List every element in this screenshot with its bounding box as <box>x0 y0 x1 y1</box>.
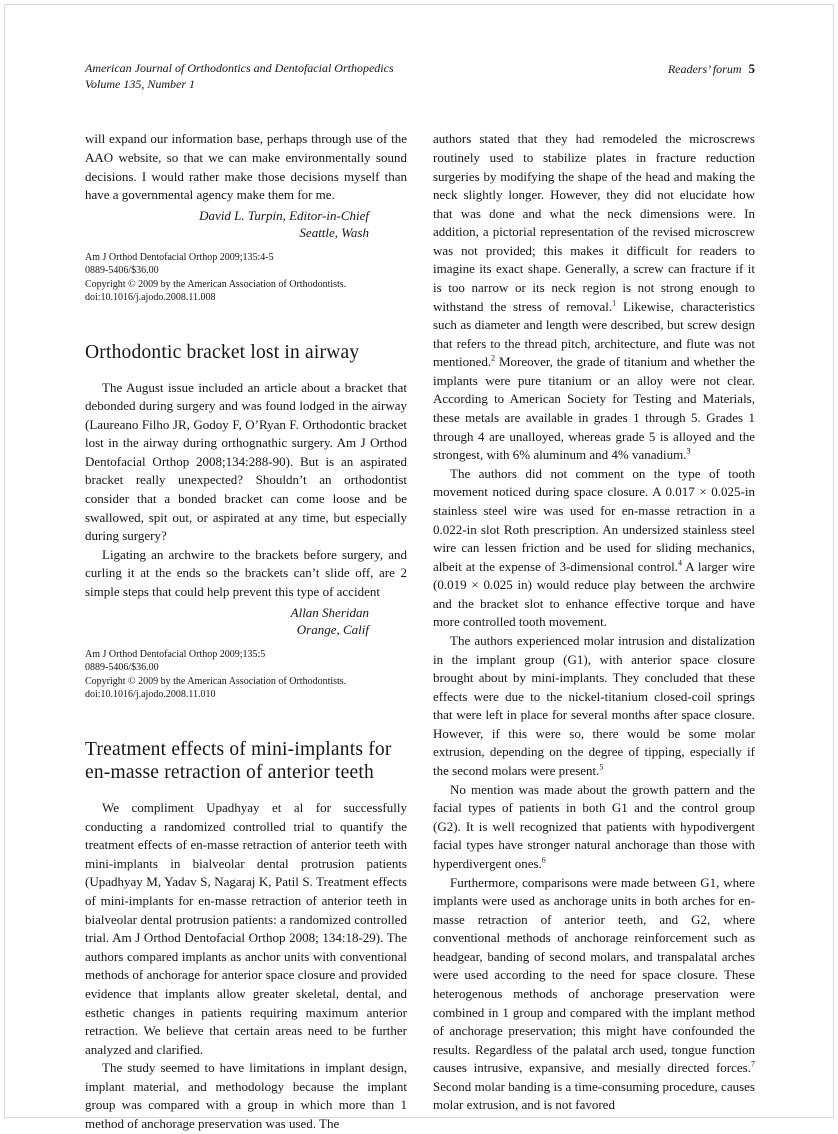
citation-block <box>85 648 407 702</box>
signature-block <box>85 604 407 639</box>
right-column <box>433 130 755 1133</box>
section-title: Readers’ forum <box>667 62 742 76</box>
journal-title: American Journal of Orthodontics and Dentofacial Orthopedics <box>85 61 394 75</box>
reference-superscript: 3 <box>686 446 691 456</box>
journal-volume-issue: Volume 135, Number 1 <box>85 77 195 92</box>
paragraph: The authors did not comment on the type of tooth movement noticed during space closure. A 0.017 × 0.025-in stainless steel wire was used for en-masse retraction in a 0.022-in slot Roth prescription. An undersized stainless steel wire can lessen friction and be used for sliding mechanics, albeit at the expense of 3-dimensional control.$^4$ A larger wire (0.019 × 0.025 in) would reduce play between the archwire and the bracket slot to enhance effective torque and have more controlled tooth movement. <box>433 465 755 630</box>
section-info <box>668 60 755 78</box>
citation-line: 0889-5406/$36.00 <box>85 662 159 674</box>
reference-superscript: 6 <box>541 855 546 865</box>
paragraph: Ligating an archwire to the brackets before surgery, and curling it at the ends so the brackets can’t slide off, are 2 simple steps that could help prevent this type of accident <box>85 546 407 599</box>
paragraph: Furthermore, comparisons were made between G1, where implants were used as anchorage units in both arches for en-masse retraction of anterior teeth, and G2, where conventional methods of anchorage reinforcement such as headgear, banding of second molars, and transpalatal arches were used according to the need for space closure. These heterogenous methods of anchorage preservation were combined in 1 group and compared with the implant method of anchorage preservation; this might have confounded the results. Regardless of the palatal arch used, tongue function causes intrusive, expansive, and mesially directed forces.$^7$ Second molar banding is a time-consuming procedure, causes molar extrusion, and is not favored <box>433 874 755 1113</box>
page-header <box>85 60 755 92</box>
signature-line: David L. Turpin, Editor-in-Chief <box>199 207 369 223</box>
page-content <box>85 130 755 1133</box>
article-heading: Orthodontic bracket lost in airway <box>85 341 360 363</box>
article-heading: Treatment effects of mini-implants for en-masse retraction of anterior teeth <box>85 738 392 784</box>
citation-line: Am J Orthod Dentofacial Orthop 2009;135:5 <box>85 648 266 660</box>
paragraph: The August issue included an article about a bracket that debonded during surgery and was found lodged in the airway (Laureano Filho JR, Godoy F, O’Ryan F. Orthodontic bracket lost in the airway during orthognathic surgery. Am J Orthod Dentofacial Orthop 2008;134:288-90). But is an aspirated bracket really unexpected? Shouldn’t an orthodontist consider that a bonded bracket can come loose and be swallowed, spit out, or aspirated at any time, but especially during surgery? <box>85 379 407 544</box>
paragraph: No mention was made about the growth pattern and the facial types of patients in both G1 and the control group (G2). It is well recognized that patients with hypodivergent facial types have stronger natural anchorage than those with hyperdivergent ones.$^6$ <box>433 781 755 871</box>
citation-line: 0889-5406/$36.00 <box>85 265 159 277</box>
signature-line: Orange, Calif <box>296 622 369 638</box>
citation-line: Copyright © 2009 by the American Association of Orthodontists. <box>85 675 347 687</box>
paragraph: The study seemed to have limitations in implant design, implant material, and methodology because the implant group was compared with a group in which more than 1 method of anchorage preservation was used. The <box>85 1060 407 1131</box>
reference-superscript: 2 <box>491 353 496 363</box>
paragraph: We compliment Upadhyay et al for successfully conducting a randomized controlled trial to quantify the treatment effects of en-masse retraction of anterior teeth with mini-implants in bialveolar dental protrusion patients (Upadhyay M, Yadav S, Nagaraj K, Patil S. Treatment effects of mini-implants for en-masse retraction of anterior teeth in bialveolar dental protrusion patients: a randomized controlled trial. Am J Orthod Dentofacial Orthop 2008; 134:18-29). The authors compared implants as anchor units with conventional methods of anchorage for anterior space closure and provided evidence that implants allow greater skeletal, dental, and esthetic changes in patients requiring maximum anterior retraction. We believe that certain areas need to be further analyzed and clarified. <box>85 800 407 1057</box>
citation-line: Copyright © 2009 by the American Association of Orthodontists. <box>85 278 347 290</box>
page-number: 5 <box>748 61 755 76</box>
reference-superscript: 7 <box>750 1059 755 1069</box>
signature-line: Allan Sheridan <box>290 604 369 620</box>
reference-superscript: 5 <box>599 762 604 772</box>
citation-line: Am J Orthod Dentofacial Orthop 2009;135:4-5 <box>85 251 274 263</box>
paragraph: will expand our information base, perhaps through use of the AAO website, so that we can make environmentally sound decisions. I would rather make those decisions myself than have a governmental agency make them for me. <box>85 131 407 203</box>
paragraph: authors stated that they had remodeled the microscrews routinely used to stabilize plates in fracture reduction surgeries by modifying the shape of the head and making the neck slightly longer. However, they did not elucidate how that was done and what the neck dimensions were. In addition, a pictorial representation of the revised microscrew was not provided; this makes it difficult for readers to imagine its exact shape. Generally, a screw can fracture if it is too narrow or its neck region is not strong enough to withstand the stress of removal.$^1$ Likewise, characteristics such as diameter and length were described, but screw design that refers to the thread pitch, architecture, and flute was not mentioned.$^2$ Moreover, the grade of titanium and whether the implants were pure titanium or an alloy were not clear. According to American Society for Testing and Materials, these metals are available in grades 1 through 5. Grades 1 through 4 are unalloyed, whereas grade 5 is alloyed and the strongest, with 6% aluminum and 4% vanadium.$^3$ <box>433 131 755 463</box>
signature-line: Seattle, Wash <box>299 225 369 241</box>
paragraph: The authors experienced molar intrusion and distalization in the implant group (G1), with anterior space closure brought about by mini-implants. They concluded that these effects were due to the nickel-titanium closed-coil springs that were left in place for several months after space closure. However, if this were so, there would be some molar extrusion, depending on the degree of tipping, especially if the second molars were present.$^5$ <box>433 632 755 779</box>
signature-block <box>85 207 407 242</box>
left-column <box>85 130 407 1133</box>
reference-superscript: 1 <box>612 298 617 308</box>
citation-line: doi:10.1016/j.ajodo.2008.11.010 <box>85 689 216 701</box>
reference-superscript: 4 <box>677 558 683 568</box>
journal-info <box>85 60 394 92</box>
citation-line: doi:10.1016/j.ajodo.2008.11.008 <box>85 292 216 304</box>
citation-block <box>85 251 407 305</box>
